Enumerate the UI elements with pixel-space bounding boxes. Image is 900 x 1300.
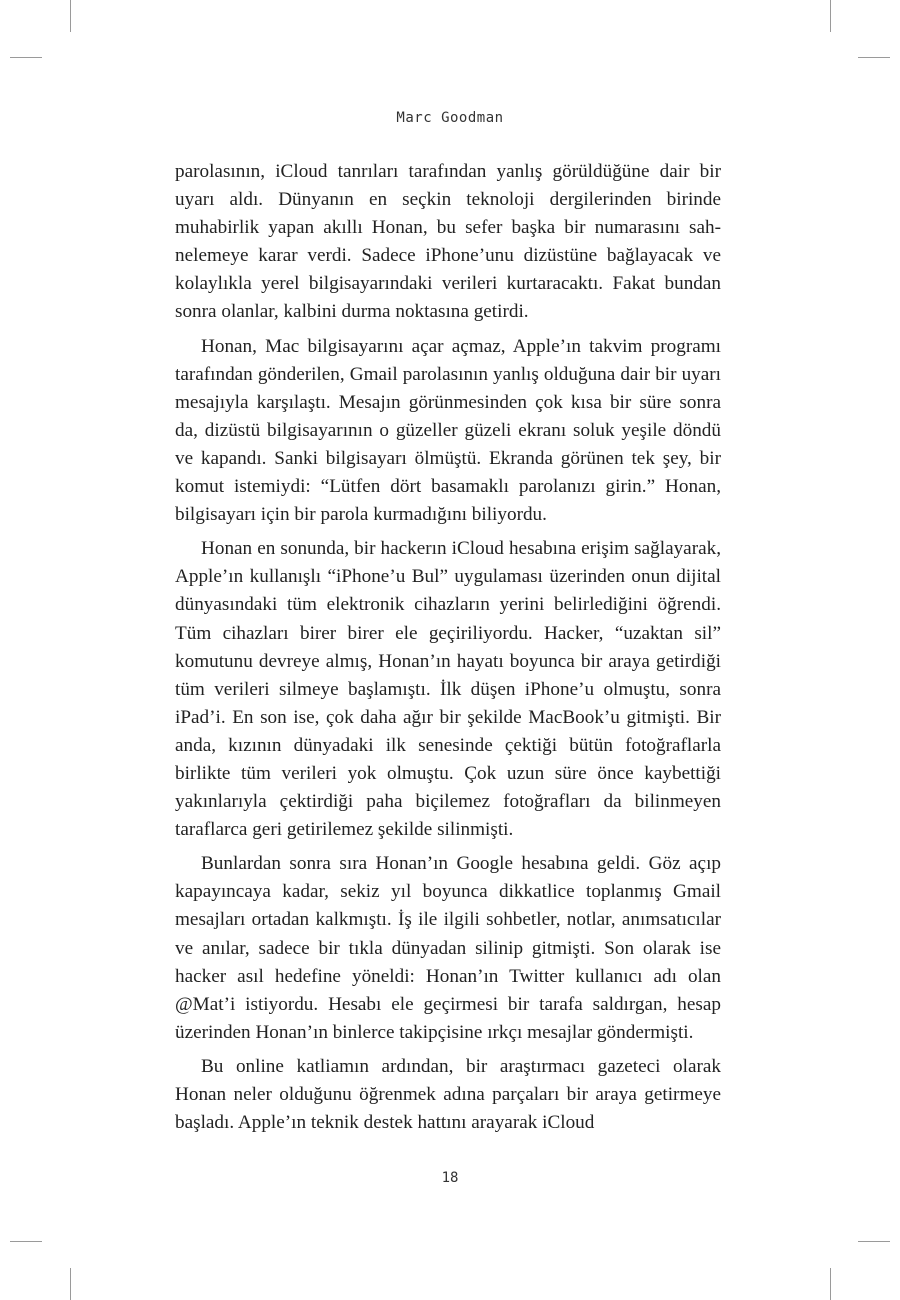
crop-mark-top-left xyxy=(70,0,71,32)
page-number: 18 xyxy=(441,1170,459,1186)
paragraph: parolasının, iCloud tanrıları tarafından yanlış görüldüğüne dair bir uyarı aldı. Dünyanın en seçkin teknoloji dergilerinden birinde muhabirlik yapan akıllı Honan, bu sefer başka bir numarasını sahnelemeye karar verdi. Sadece iPhone’unu dizüstüne bağlayacak ve kolaylıkla yerel bilgisayarındaki verileri kurtaracaktı. Fakat bundan sonra olanlar, kalbini durma noktasına getirdi. xyxy=(175,161,721,323)
crop-mark-bottom-right xyxy=(830,1268,831,1300)
crop-mark-left-top xyxy=(10,57,42,58)
paragraph: Bunlardan sonra sıra Honan’ın Google hesabına geldi. Göz açıp kapayıncaya kadar, sekiz yıl boyunca dikkatlice toplanmış Gmail mesajları ortadan kalkmıştı. İş ile ilgili sohbetler, notlar, anımsatıcılar ve anılar, sadece bir tıkla dünyadan silinip gitmişti. Son olarak ise hacker asıl hedefine yöneldi: Honan’ın Twitter kullanıcı adı olan @Mat’i istiyordu. Hesabı ele geçirmesi bir tarafa saldırgan, hesap üzerinden Honan’ın binlerce takipçisine ırkçı mesajlar göndermişti. xyxy=(175,853,721,1043)
crop-mark-left-bottom xyxy=(10,1241,42,1242)
crop-mark-right-top xyxy=(858,57,890,58)
paragraph: Bu online katliamın ardından, bir araştırmacı gazeteci olarak Honan neler olduğunu öğrenmek adına parçaları bir araya getirmeye başladı. Apple’ın teknik destek hattını arayarak iCloud xyxy=(175,1055,721,1134)
paragraph: Honan, Mac bilgisayarını açar açmaz, Apple’ın takvim programı tarafından gönderilen, Gmail parolasının yanlış olduğuna dair bir uyarı mesajıyla karşılaştı. Mesajın görünmesinden çok kısa bir süre sonra da, dizüstü bilgisayarının o güzeller güzeli ekranı soluk yeşile döndü ve kapandı. Sanki bilgisayarı ölmüştü. Ekranda görünen tek şey, bir komut istemiydi: “Lütfen dört basamaklı parolanızı girin.” Honan, bilgisayarı için bir parola kurmadığını biliyordu. xyxy=(175,335,721,526)
crop-mark-bottom-left xyxy=(70,1268,71,1300)
body-text xyxy=(175,158,721,1143)
crop-mark-top-right xyxy=(830,0,831,32)
paragraph: Honan en sonunda, bir hackerın iCloud hesabına erişim sağlayarak, Apple’ın kullanışlı “iPhone’u Bul” uygulaması üzerinden onun dijital dünyasındaki tüm elektronik cihazların yerini belirlediğini öğrendi. Tüm cihazları birer birer ele geçiriliyordu. Hacker, “uzaktan sil” komutunu devreye almış, Honan’ın hayatı boyunca bir araya getirdiği tüm verileri silmeye başlamıştı. İlk düşen iPhone’u olmuştu, sonra iPad’i. En son ise, çok daha ağır bir şekilde MacBook’u gitmişti. Bir anda, kızının dünyadaki ilk senesinde çektiği bütün fotoğraflarla birlikte tüm verileri yok olmuştu. Çok uzun süre önce kaybettiği yakınlarıyla çektirdiği paha biçilemez fotoğrafları da bilinmeyen taraflarca geri getirilemez şekilde silinmişti. xyxy=(175,538,721,841)
crop-mark-right-bottom xyxy=(858,1241,890,1242)
running-head: Marc Goodman xyxy=(396,110,504,126)
